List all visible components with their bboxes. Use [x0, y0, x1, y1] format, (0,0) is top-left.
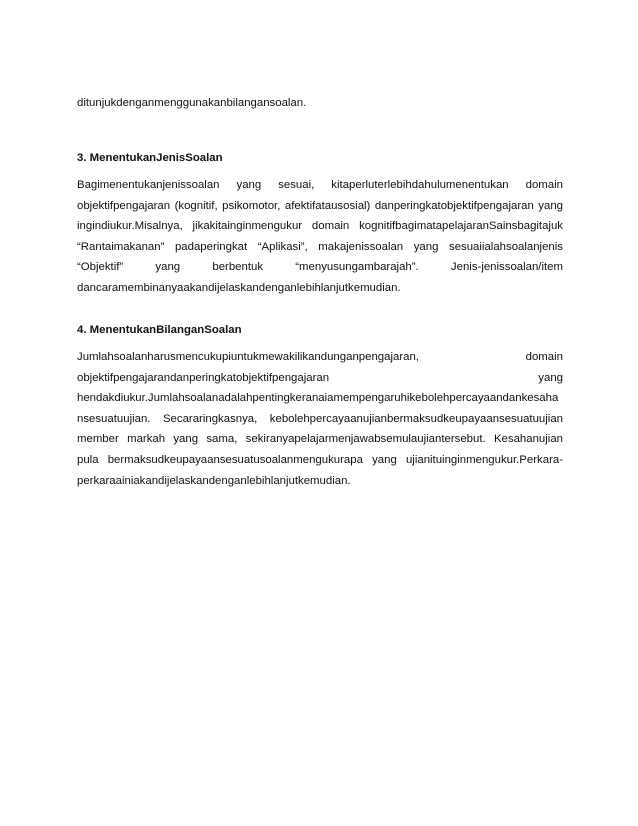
paragraph-line [77, 347, 563, 368]
paragraph-line-left: objektifpengajarandanperingkatobjektifpengajaran [77, 371, 330, 384]
paragraph-line: hendakdiukur.Jumlahsoalanadalahpentingkeranaiamempengaruhikebolehpercayaandankesaha [77, 392, 559, 405]
paragraph-line: pula bermaksudkeupayaansesuatusoalanmengukurapa yang ujianituinginmengukur.Perkara- [77, 453, 563, 466]
paragraph-line-left: Jumlahsoalanharusmencukupiuntukmewakilikandunganpengajaran, [77, 351, 419, 363]
paragraph-line: objektifpengajaran (kognitif, psikomotor, afektifatausosial) danperingkatobjektifpengajaran yang [77, 199, 563, 212]
section-3-heading: 3. MenentukanJenisSoalan [77, 152, 223, 164]
paragraph-line: Bagimenentukanjenissoalan yang sesuai, kitaperluterlebihdahulumenentukan domain [77, 179, 563, 191]
paragraph-line: dancaramembinanyaakandijelaskandenganlebihlanjutkemudian. [77, 281, 401, 294]
paragraph-line-right: yang [538, 371, 563, 384]
paragraph-line [77, 368, 563, 389]
section-4-paragraph [77, 347, 563, 491]
paragraph-line: perkaraainiakandijelaskandenganlebihlanjutkemudian. [77, 474, 351, 487]
paragraph-line: “Objektif” yang berbentuk “menyusungambarajah”. Jenis-jenissoalan/item [77, 261, 563, 274]
paragraph-line-right: domain [525, 351, 563, 363]
section-4-heading: 4. MenentukanBilanganSoalan [77, 324, 242, 336]
intro-paragraph [77, 93, 563, 114]
paragraph-line: member markah yang sama, sekiranyapelajarmenjawabsemulaujiantersebut. Kesahanujian [77, 433, 563, 446]
paragraph-line: nsesuatuujian. Secararingkasnya, kebolehpercayaanujianbermaksudkeupayaansesuatuujian [77, 412, 563, 425]
paragraph-line: ingindiukur.Misalnya, jikakitainginmengukur domain kognitifbagimatapelajaranSainsbagitajuk [77, 220, 563, 233]
intro-text: ditunjukdenganmenggunakanbilangansoalan. [77, 97, 307, 109]
section-3-paragraph [77, 175, 563, 299]
paragraph-line: “Rantaimakanan” padaperingkat “Aplikasi”, makajenissoalan yang sesuaiialahsoalanjenis [77, 240, 563, 253]
